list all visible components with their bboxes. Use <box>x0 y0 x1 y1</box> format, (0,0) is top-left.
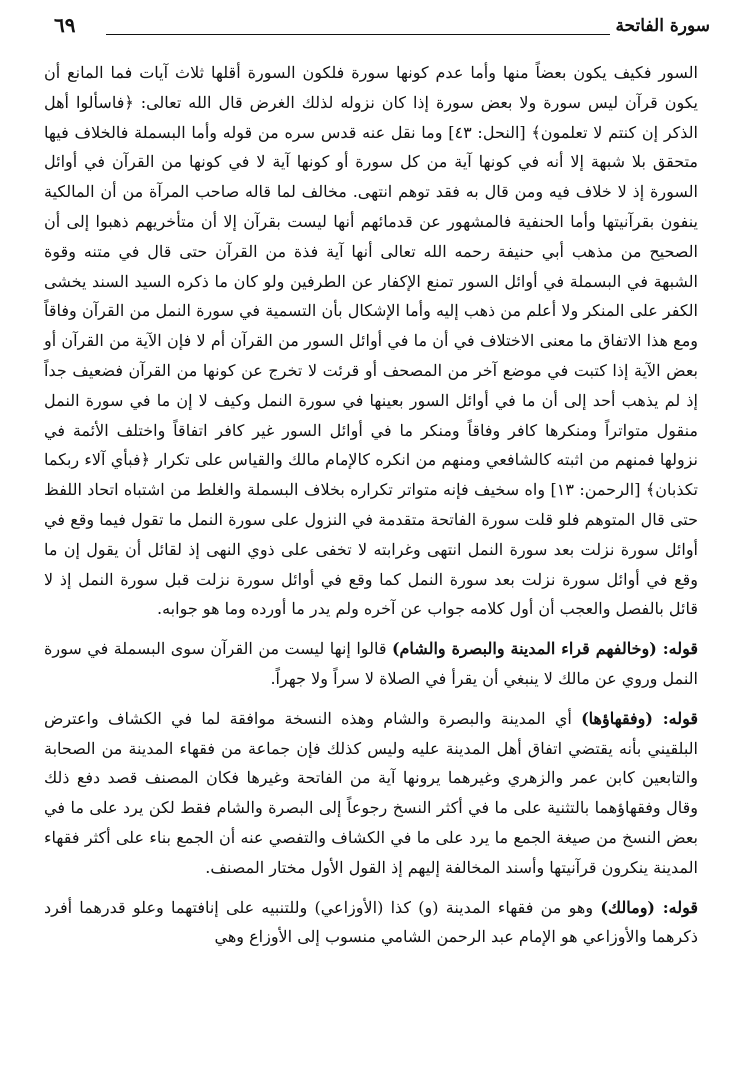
commentary-lemma: قوله: (وخالفهم قراء المدينة والبصرة والشام) <box>391 639 698 659</box>
page-number: ٦٩ <box>54 13 76 37</box>
commentary-paragraph <box>44 704 698 883</box>
header-rule <box>106 34 610 35</box>
paragraph-continuation <box>44 58 698 624</box>
commentary-lemma: قوله: (وفقهاؤها) <box>581 708 698 728</box>
paragraph-text: السور فكيف يكون بعضاً منها وأما عدم كونها سورة فلكون السورة أقلها ثلاث آيات فما المانع أن يكون قرآن ليس سورة ولا بعض سورة إذا كان نزوله لذلك الغرض قال الله تعالى: ﴿فاسألوا أهل الذكر إن كنتم لا تعلمون﴾ [النحل: ٤٣] وما نقل عنه قدس سره من قوله وأما البسملة فالخلاف فيها متحقق بلا شبهة إلا أنه في كونها آية من كل سورة أو كونها آية لا في كونها من القرآن في أوائل السورة إذ لا خلاف فيه ومن قال به فقد توهم انتهى. مخالف لما قاله صاحب المرآة من أن المالكية ينفون بقرآنيتها وأما الحنفية فالمشهور عن قدمائهم أنها ليست بقرآن إلا أن متأخريهم ذهبوا إلى أن الصحيح من مذهب أبي حنيفة رحمه الله تعالى أنها آية فذة من القرآن حتى قال في متنه وقوة الشبهة في البسملة في أوائل السور تمنع الإكفار عن الطرفين ولو كان ما ذكره السيد السند يخشى الكفر على المنكر ولا أعلم من ذهب إليه وأما الإشكال بأن التسمية في سورة النمل من القرآن وفاقاً ومع هذا الاتفاق ما معنى الاختلاف في أن ما في أوائل السور من القرآن أم لا فإن الآية من القرآن أو بعض الآية إذا كتبت في موضع آخر من المصحف أو قرئت لا تخرج عن كونها من القرآن فضعيف جداً إذ لم يذهب أحد إلى أن ما في أوائل السور بعينها في سورة النمل وكيف لا إن ما في سورة النمل منقول متواتراً ومنكرها كافر وفاقاً ومنكر ما في أوائل السور غير كافر اتفاقاً واختلف الأئمة في نزولها فمنهم من اثبته كالشافعي ومنهم من انكره كالإمام مالك والقياس على تكرار ﴿فبأي آلاء ربكما تكذبان﴾ [الرحمن: ١٣] واه سخيف فإنه متواتر تكراره بخلاف البسملة والغلط من اشتباه اتحاد اللفظ حتى قال المتوهم فلو قلت سورة الفاتحة متقدمة في النزول على سورة النمل ما تقول فيما وقع في أوائل سورة نزلت بعد سورة النمل انتهى وغرابته لا تخفى على ذوي النهى إذ لقائل أن يقول إن ما وقع في أوائل سورة نزلت بعد سورة النمل كما وقع في أوائل سورة نزلت قبل سورة النمل إذ لا قائل بالفصل والعجب أن أول كلامه جواب عن آخره ولم يدر ما أورده وما هو جوابه. <box>44 63 699 619</box>
page-header <box>44 10 710 44</box>
paragraph-text: قالوا إنها ليست من القرآن سوى البسملة في سورة النمل وروي عن مالك لا ينبغي أن يقرأ في الصلاة لا سراً ولا جهراً. <box>44 639 698 688</box>
paragraph-text: وهو من فقهاء المدينة (و) كذا (الأوزاعي) وللتنبيه على إنافتهما وعلو قدرهما أفرد ذكرهما والأوزاعي هو الإمام عبد الرحمن الشامي منسوب إلى الأوزاع وهي <box>44 897 698 947</box>
paragraph-text: أي المدينة والبصرة والشام وهذه النسخة موافقة لما في الكشاف واعترض البلقيني بأنه يقتضي اتفاق أهل المدينة عليه وليس كذلك فإن جماعة من فقهاء المدينة من الصحابة والتابعين كابن عمر والزهري وغيرهما يرونها آية من الفاتحة وغيرها فكان المصنف قصد دفع ذلك وقال وفقهاؤهما بالتثنية على ما في أكثر النسخ رجوعاً إلى البصرة والشام فقط لكن يرد على ما في بعض النسخ من صيغة الجمع ما يرد على ما في الكشاف والتفصي عنه أن الجمع بناء على أكثر فقهاء المدينة ينكرون قرآنيتها وأسند المخالفة إليهم إذ القول الأول مختار المصنف. <box>44 708 698 877</box>
commentary-lemma: قوله: (ومالك) <box>600 897 698 917</box>
running-title: سورة الفاتحة <box>615 16 710 36</box>
commentary-paragraph <box>44 634 698 694</box>
body-text <box>44 58 698 952</box>
commentary-paragraph <box>44 893 698 953</box>
